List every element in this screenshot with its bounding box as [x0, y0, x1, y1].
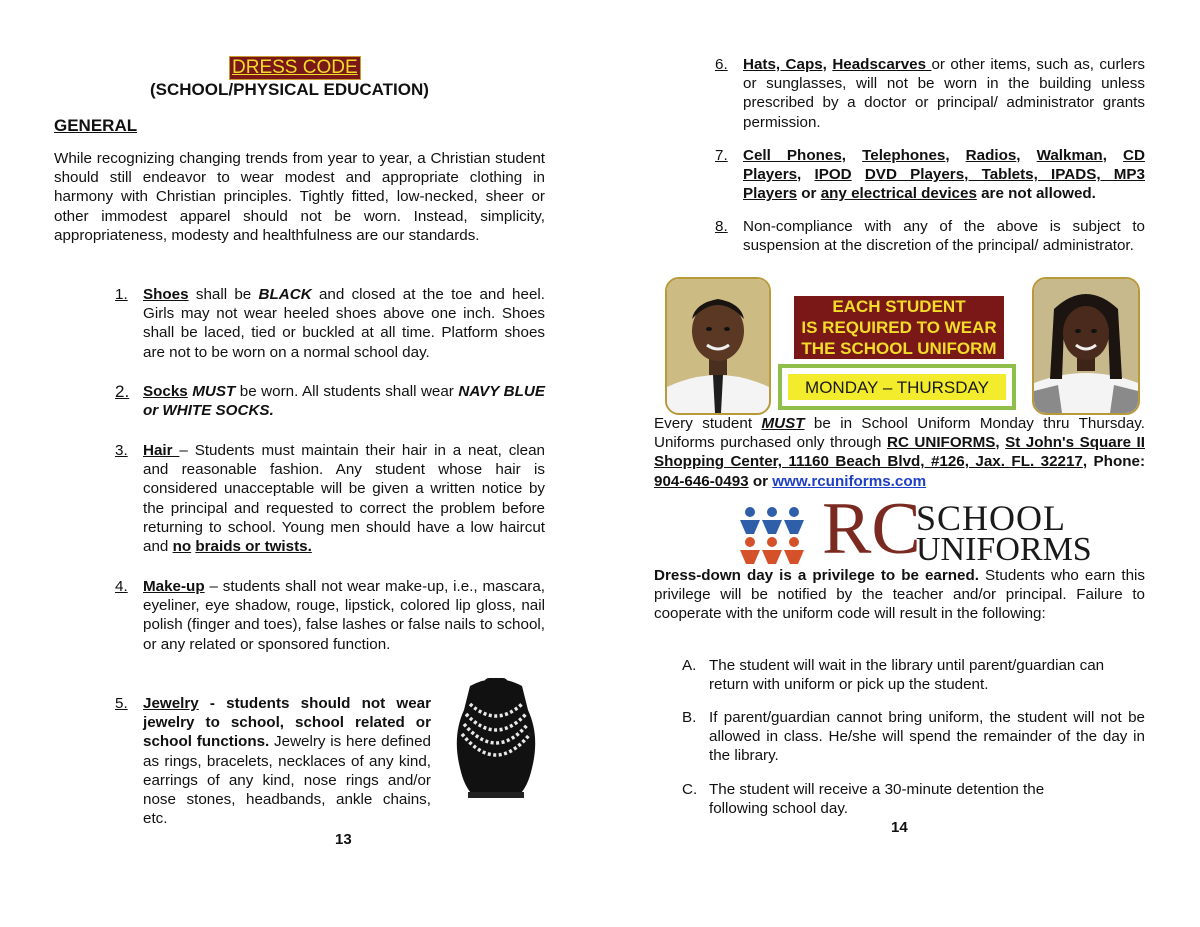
vendor-name: RC UNIFORMS	[886, 434, 996, 452]
page-title: DRESS CODE	[229, 56, 361, 80]
dress-down-paragraph: Dress-down day is a privilege to be earned. Students who earn this privilege will be notified by the teacher and/or principal. Failure to cooperate with the uniform code will result in the following:	[654, 567, 1145, 623]
section-heading-general: GENERAL	[54, 116, 138, 135]
rule-item-socks: 2. Socks MUST be worn. All students shall wear NAVY BLUE or WHITE SOCKS.	[115, 382, 545, 420]
necklace-image	[448, 676, 544, 800]
rc-uniforms-logo: RC SCHOOL UNIFORMS	[738, 498, 1098, 568]
vendor-phone: 904-646-0493	[654, 472, 749, 490]
rule-item-makeup: 4. Make-up – students shall not wear make-up, i.e., mascara, eyeliner, eye shadow, rouge, lipstick, colored lip gloss, nail polish (finger and toes), false lashes or false nails to school, or any related or sponsored function.	[115, 578, 545, 653]
consequence-c: C. The student will receive a 30-minute detention the following school day.	[682, 781, 1045, 818]
rule-item-electronics: 7. Cell Phones, Telephones, Radios, Walkman, CD Players, IPOD DVD Players, Tablets, IPADS, MP3 Players or any electrical devices are not allowed.	[715, 147, 1145, 203]
rule-item-hats: 6. Hats, Caps, Headscarves or other items, such as, curlers or sunglasses, will not be worn in the building unless prescribed by a doctor or principal/ administrator grants permission.	[715, 56, 1145, 131]
intro-paragraph: While recognizing changing trends from year to year, a Christian student should still endeavor to wear modest and appropriate clothing in harmony with Christian principles. Tightly fitted, low-necked, sheer or other immodest apparel should not be worn. Instead, simplicity, appropriateness, modesty and healthfulness are our standards.	[54, 150, 545, 244]
consequence-a: A. The student will wait in the library until parent/guardian can return with uniform or pick up the student.	[682, 657, 1105, 694]
page-subtitle: (SCHOOL/PHYSICAL EDUCATION)	[150, 80, 429, 99]
page-number-right: 14	[891, 819, 908, 836]
rule-item-noncompliance: 8. Non-compliance with any of the above is subject to suspension at the discretion of the principal/ administrator.	[715, 218, 1145, 255]
uniform-days-box: MONDAY – THURSDAY	[778, 364, 1016, 410]
girl-student-photo	[1032, 277, 1140, 415]
rule-item-hair: 3. Hair – Students must maintain their hair in a neat, clean and reasonable fashion. Any student whose hair is considered unacceptable will be given a written notice by the principal and requested to correct the problem before returning to school. Young men should have a low haircut and no braids or twists.	[115, 442, 545, 556]
vendor-address: St John's Square II Shopping Center, 11160 Beach Blvd, #126, Jax. FL. 32217	[654, 434, 1145, 471]
vendor-website-link[interactable]: www.rcuniforms.com	[772, 472, 927, 490]
rule-item-jewelry: 5. Jewelry - students should not wear jewelry to school, school related or school functions. Jewelry is here defined as rings, bracelets, necklaces of any kind, earrings of any kind, nose rings and/or nose stones, headbands, ankle chains, etc.	[115, 695, 431, 828]
uniform-vendor-paragraph: Every student MUST be in School Uniform Monday thru Thursday. Uniforms purchased only through RC UNIFORMS, St John's Square II Shopping Center, 11160 Beach Blvd, #126, Jax. FL. 32217, Phone: 904-646-0493 or www.rcuniforms.com	[654, 415, 1146, 490]
uniform-required-banner: EACH STUDENT IS REQUIRED TO WEAR THE SCHOOL UNIFORM	[794, 296, 1004, 359]
page-number-left: 13	[335, 831, 352, 848]
boy-student-photo	[665, 277, 771, 415]
rule-item-shoes: 1. Shoes shall be BLACK and closed at the toe and heel. Girls may not wear heeled shoes above one inch. Shoes shall be laced, tied or buckled at all time. Platform shoes are not to be worn on a normal school day.	[115, 286, 545, 361]
consequence-b: B. If parent/guardian cannot bring uniform, the student will not be allowed in class. He/she will spend the remainder of the day in the library.	[682, 709, 1145, 765]
